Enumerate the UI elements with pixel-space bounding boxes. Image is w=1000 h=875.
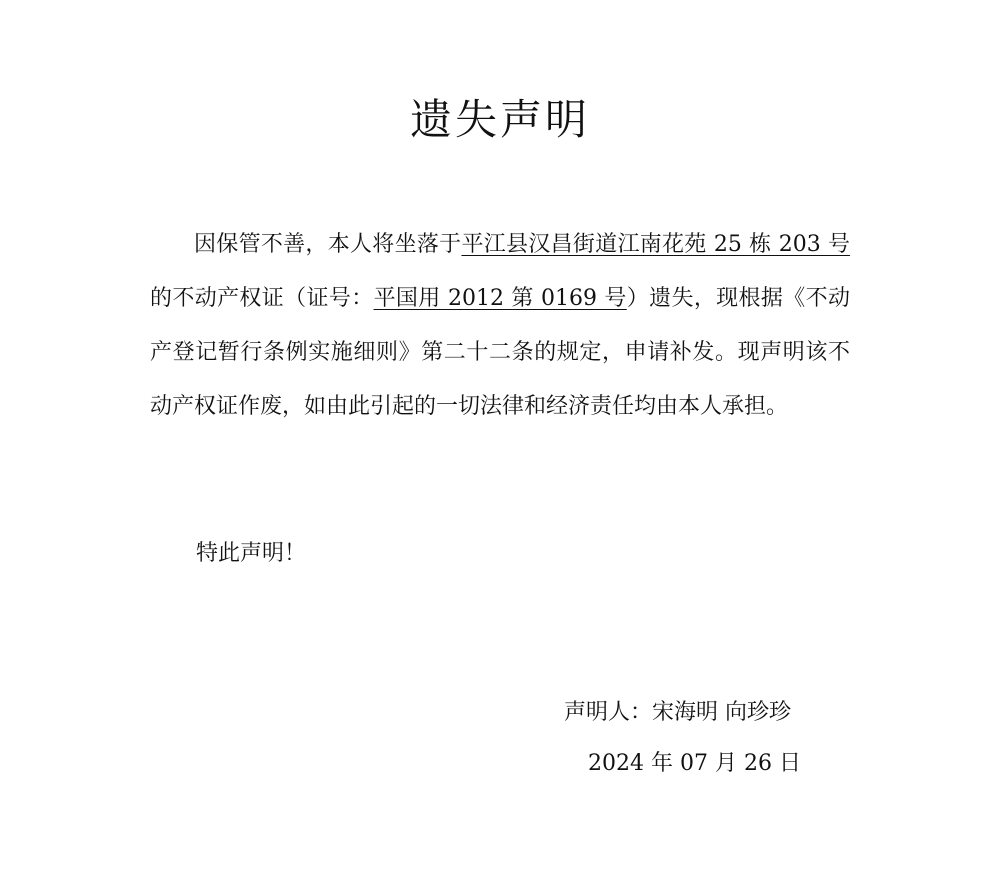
property-address: 平江县汉昌街道江南花苑 25 栋 203 号	[461, 232, 850, 257]
statement-text-part1: 因保管不善，本人将坐落于	[194, 232, 462, 257]
signature-line	[564, 693, 791, 733]
statement-text-part2: 的不动产权证（证号：	[150, 286, 374, 311]
statement-text-part3: ）遗失，现根据《不动产登记暂行条例实施细则》第二十二条的规定，申请补发。现声明该不动产权证作废，如由此引起的一切法律和经济责任均由本人承担。	[150, 286, 850, 419]
signature-label: 声明人：	[564, 700, 653, 725]
document-title: 遗失声明	[409, 95, 590, 144]
statement-date: 2024 年 07 月 26 日	[588, 751, 801, 776]
closing-line: 特此声明！	[196, 541, 307, 566]
certificate-number: 平国用 2012 第 0169 号	[373, 286, 627, 311]
statement-body	[150, 218, 850, 434]
signature-names: 宋海明 向珍珍	[652, 700, 792, 725]
